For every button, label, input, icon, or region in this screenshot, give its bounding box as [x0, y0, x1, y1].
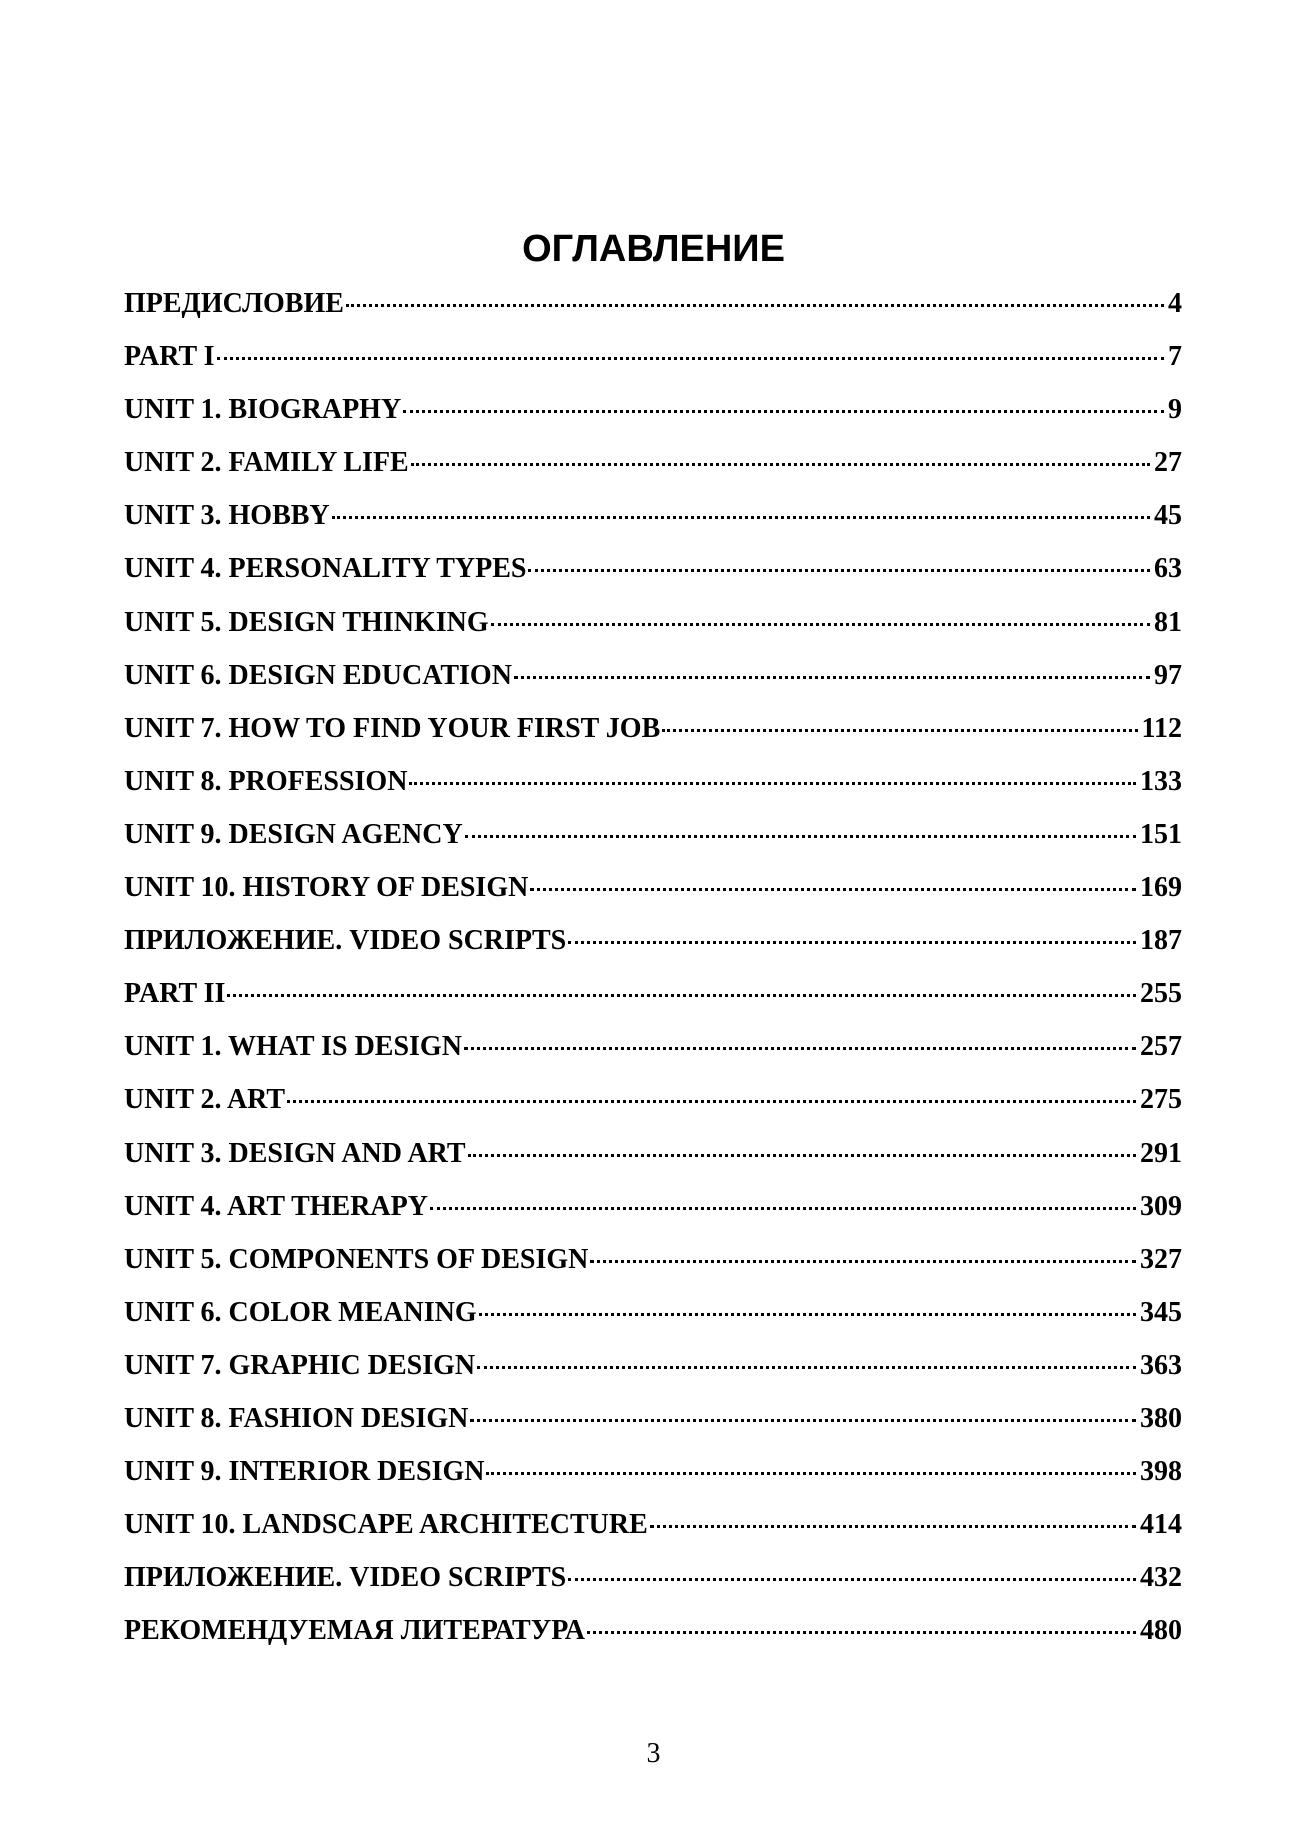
toc-dot-leader — [430, 1207, 1136, 1210]
toc-entry[interactable] — [124, 1084, 1182, 1137]
toc-dot-leader — [590, 1260, 1136, 1263]
toc-entry-page-number: 327 — [1140, 1243, 1182, 1275]
toc-entry-page-number: 398 — [1140, 1456, 1182, 1488]
toc-dot-leader — [528, 569, 1150, 572]
toc-entry[interactable] — [124, 1562, 1182, 1615]
toc-entry-page-number: 309 — [1140, 1190, 1182, 1222]
toc-entry-page-number: 133 — [1140, 765, 1182, 797]
toc-entry[interactable] — [124, 1456, 1182, 1509]
toc-entry-label: UNIT 6. COLOR MEANING — [124, 1296, 477, 1328]
toc-entry[interactable] — [124, 713, 1182, 766]
toc-entry-label: UNIT 5. COMPONENTS OF DESIGN — [124, 1243, 589, 1275]
toc-entry-label: UNIT 7. GRAPHIC DESIGN — [124, 1349, 476, 1381]
toc-dot-leader — [468, 1154, 1136, 1157]
toc-entry-label: UNIT 4. PERSONALITY TYPES — [124, 553, 527, 585]
toc-entry-page-number: 257 — [1140, 1031, 1182, 1063]
toc-dot-leader — [411, 463, 1150, 466]
toc-dot-leader — [227, 994, 1136, 997]
toc-entry[interactable] — [124, 1138, 1182, 1191]
toc-entry-label: UNIT 3. DESIGN AND ART — [124, 1137, 466, 1169]
toc-entry-page-number: 27 — [1154, 447, 1182, 479]
toc-entry-page-number: 345 — [1140, 1296, 1182, 1328]
toc-entry-label: UNIT 7. HOW TO FIND YOUR FIRST JOB — [124, 712, 661, 744]
toc-dot-leader — [491, 623, 1150, 626]
toc-entry-page-number: 432 — [1140, 1562, 1182, 1594]
toc-dot-leader — [217, 357, 1164, 360]
toc-entry-label: UNIT 8. PROFESSION — [124, 765, 408, 797]
toc-dot-leader — [587, 1631, 1136, 1634]
toc-entry-label: UNIT 3. HOBBY — [124, 500, 330, 532]
toc-entry[interactable] — [124, 1297, 1182, 1350]
toc-dot-leader — [662, 729, 1137, 732]
toc-entry-label: UNIT 10. LANDSCAPE ARCHITECTURE — [124, 1509, 648, 1541]
toc-entry-page-number: 363 — [1140, 1349, 1182, 1381]
toc-entry-label: UNIT 2. ART — [124, 1084, 286, 1116]
toc-entry[interactable] — [124, 500, 1182, 553]
toc-entry[interactable] — [124, 660, 1182, 713]
toc-entry[interactable] — [124, 766, 1182, 819]
toc-entry-page-number: 81 — [1154, 606, 1182, 638]
toc-dot-leader — [287, 1100, 1136, 1103]
toc-entry-label: UNIT 2. FAMILY LIFE — [124, 447, 409, 479]
toc-entry-label: PART II — [124, 978, 226, 1010]
toc-entry-label: UNIT 8. FASHION DESIGN — [124, 1402, 469, 1434]
toc-entry-label: ПРИЛОЖЕНИЕ. VIDEO SCRIPTS — [124, 1562, 567, 1594]
toc-dot-leader — [514, 676, 1150, 679]
page-title: ОГЛАВЛЕНИЕ — [522, 228, 785, 271]
toc-dot-leader — [465, 835, 1136, 838]
toc-dot-leader — [470, 1419, 1136, 1422]
toc-entry[interactable] — [124, 819, 1182, 872]
toc-entry-page-number: 291 — [1140, 1137, 1182, 1169]
toc-entry-page-number: 112 — [1141, 712, 1182, 744]
toc-dot-leader — [568, 1578, 1136, 1581]
toc-entry[interactable] — [124, 872, 1182, 925]
toc-entry-label: PART I — [124, 341, 215, 373]
toc-entry-page-number: 169 — [1140, 872, 1182, 904]
toc-entry-page-number: 275 — [1140, 1084, 1182, 1116]
toc-entry-label: ПРИЛОЖЕНИЕ. VIDEO SCRIPTS — [124, 925, 567, 957]
toc-entry-label: UNIT 10. HISTORY OF DESIGN — [124, 872, 529, 904]
toc-dot-leader — [332, 516, 1150, 519]
toc-dot-leader — [346, 304, 1164, 307]
toc-entry[interactable] — [124, 925, 1182, 978]
toc-entry-page-number: 63 — [1154, 553, 1182, 585]
toc-entry[interactable] — [124, 1509, 1182, 1562]
toc-entry[interactable] — [124, 341, 1182, 394]
toc-entry[interactable] — [124, 553, 1182, 606]
toc-dot-leader — [477, 1366, 1136, 1369]
toc-entry[interactable] — [124, 1615, 1182, 1668]
toc-entry-page-number: 4 — [1168, 288, 1182, 319]
toc-dot-leader — [403, 410, 1164, 413]
table-of-contents — [124, 288, 1182, 1668]
toc-entry[interactable] — [124, 288, 1182, 341]
toc-entry[interactable] — [124, 607, 1182, 660]
toc-entry[interactable] — [124, 1244, 1182, 1297]
toc-entry-page-number: 9 — [1168, 394, 1182, 426]
toc-dot-leader — [479, 1313, 1136, 1316]
toc-entry-label: РЕКОМЕНДУЕМАЯ ЛИТЕРАТУРА — [124, 1615, 585, 1647]
toc-entry-label: UNIT 9. INTERIOR DESIGN — [124, 1456, 485, 1488]
toc-entry-label: ПРЕДИСЛОВИЕ — [124, 288, 344, 319]
toc-entry-page-number: 255 — [1140, 978, 1182, 1010]
toc-entry-label: UNIT 9. DESIGN AGENCY — [124, 818, 463, 850]
toc-entry-label: UNIT 6. DESIGN EDUCATION — [124, 659, 512, 691]
toc-entry-label: UNIT 1. BIOGRAPHY — [124, 394, 402, 426]
toc-entry-page-number: 187 — [1140, 925, 1182, 957]
toc-dot-leader — [650, 1525, 1136, 1528]
page-number: 3 — [646, 1738, 661, 1769]
toc-entry-label: UNIT 5. DESIGN THINKING — [124, 606, 489, 638]
toc-entry[interactable] — [124, 394, 1182, 447]
toc-entry[interactable] — [124, 1350, 1182, 1403]
toc-dot-leader — [464, 1047, 1136, 1050]
toc-entry-page-number: 414 — [1140, 1509, 1182, 1541]
toc-entry[interactable] — [124, 1191, 1182, 1244]
toc-dot-leader — [409, 782, 1136, 785]
toc-entry[interactable] — [124, 447, 1182, 500]
toc-entry-page-number: 7 — [1168, 341, 1182, 373]
toc-entry-page-number: 480 — [1140, 1615, 1182, 1647]
toc-entry-label: UNIT 4. ART THERAPY — [124, 1190, 428, 1222]
toc-entry-label: UNIT 1. WHAT IS DESIGN — [124, 1031, 462, 1063]
toc-entry[interactable] — [124, 1403, 1182, 1456]
toc-entry[interactable] — [124, 1031, 1182, 1084]
toc-entry-page-number: 380 — [1140, 1402, 1182, 1434]
toc-dot-leader — [568, 941, 1136, 944]
toc-dot-leader — [530, 888, 1136, 891]
toc-entry-page-number: 151 — [1140, 818, 1182, 850]
toc-entry[interactable] — [124, 978, 1182, 1031]
toc-entry-page-number: 45 — [1154, 500, 1182, 532]
toc-entry-page-number: 97 — [1154, 659, 1182, 691]
toc-dot-leader — [486, 1472, 1136, 1475]
